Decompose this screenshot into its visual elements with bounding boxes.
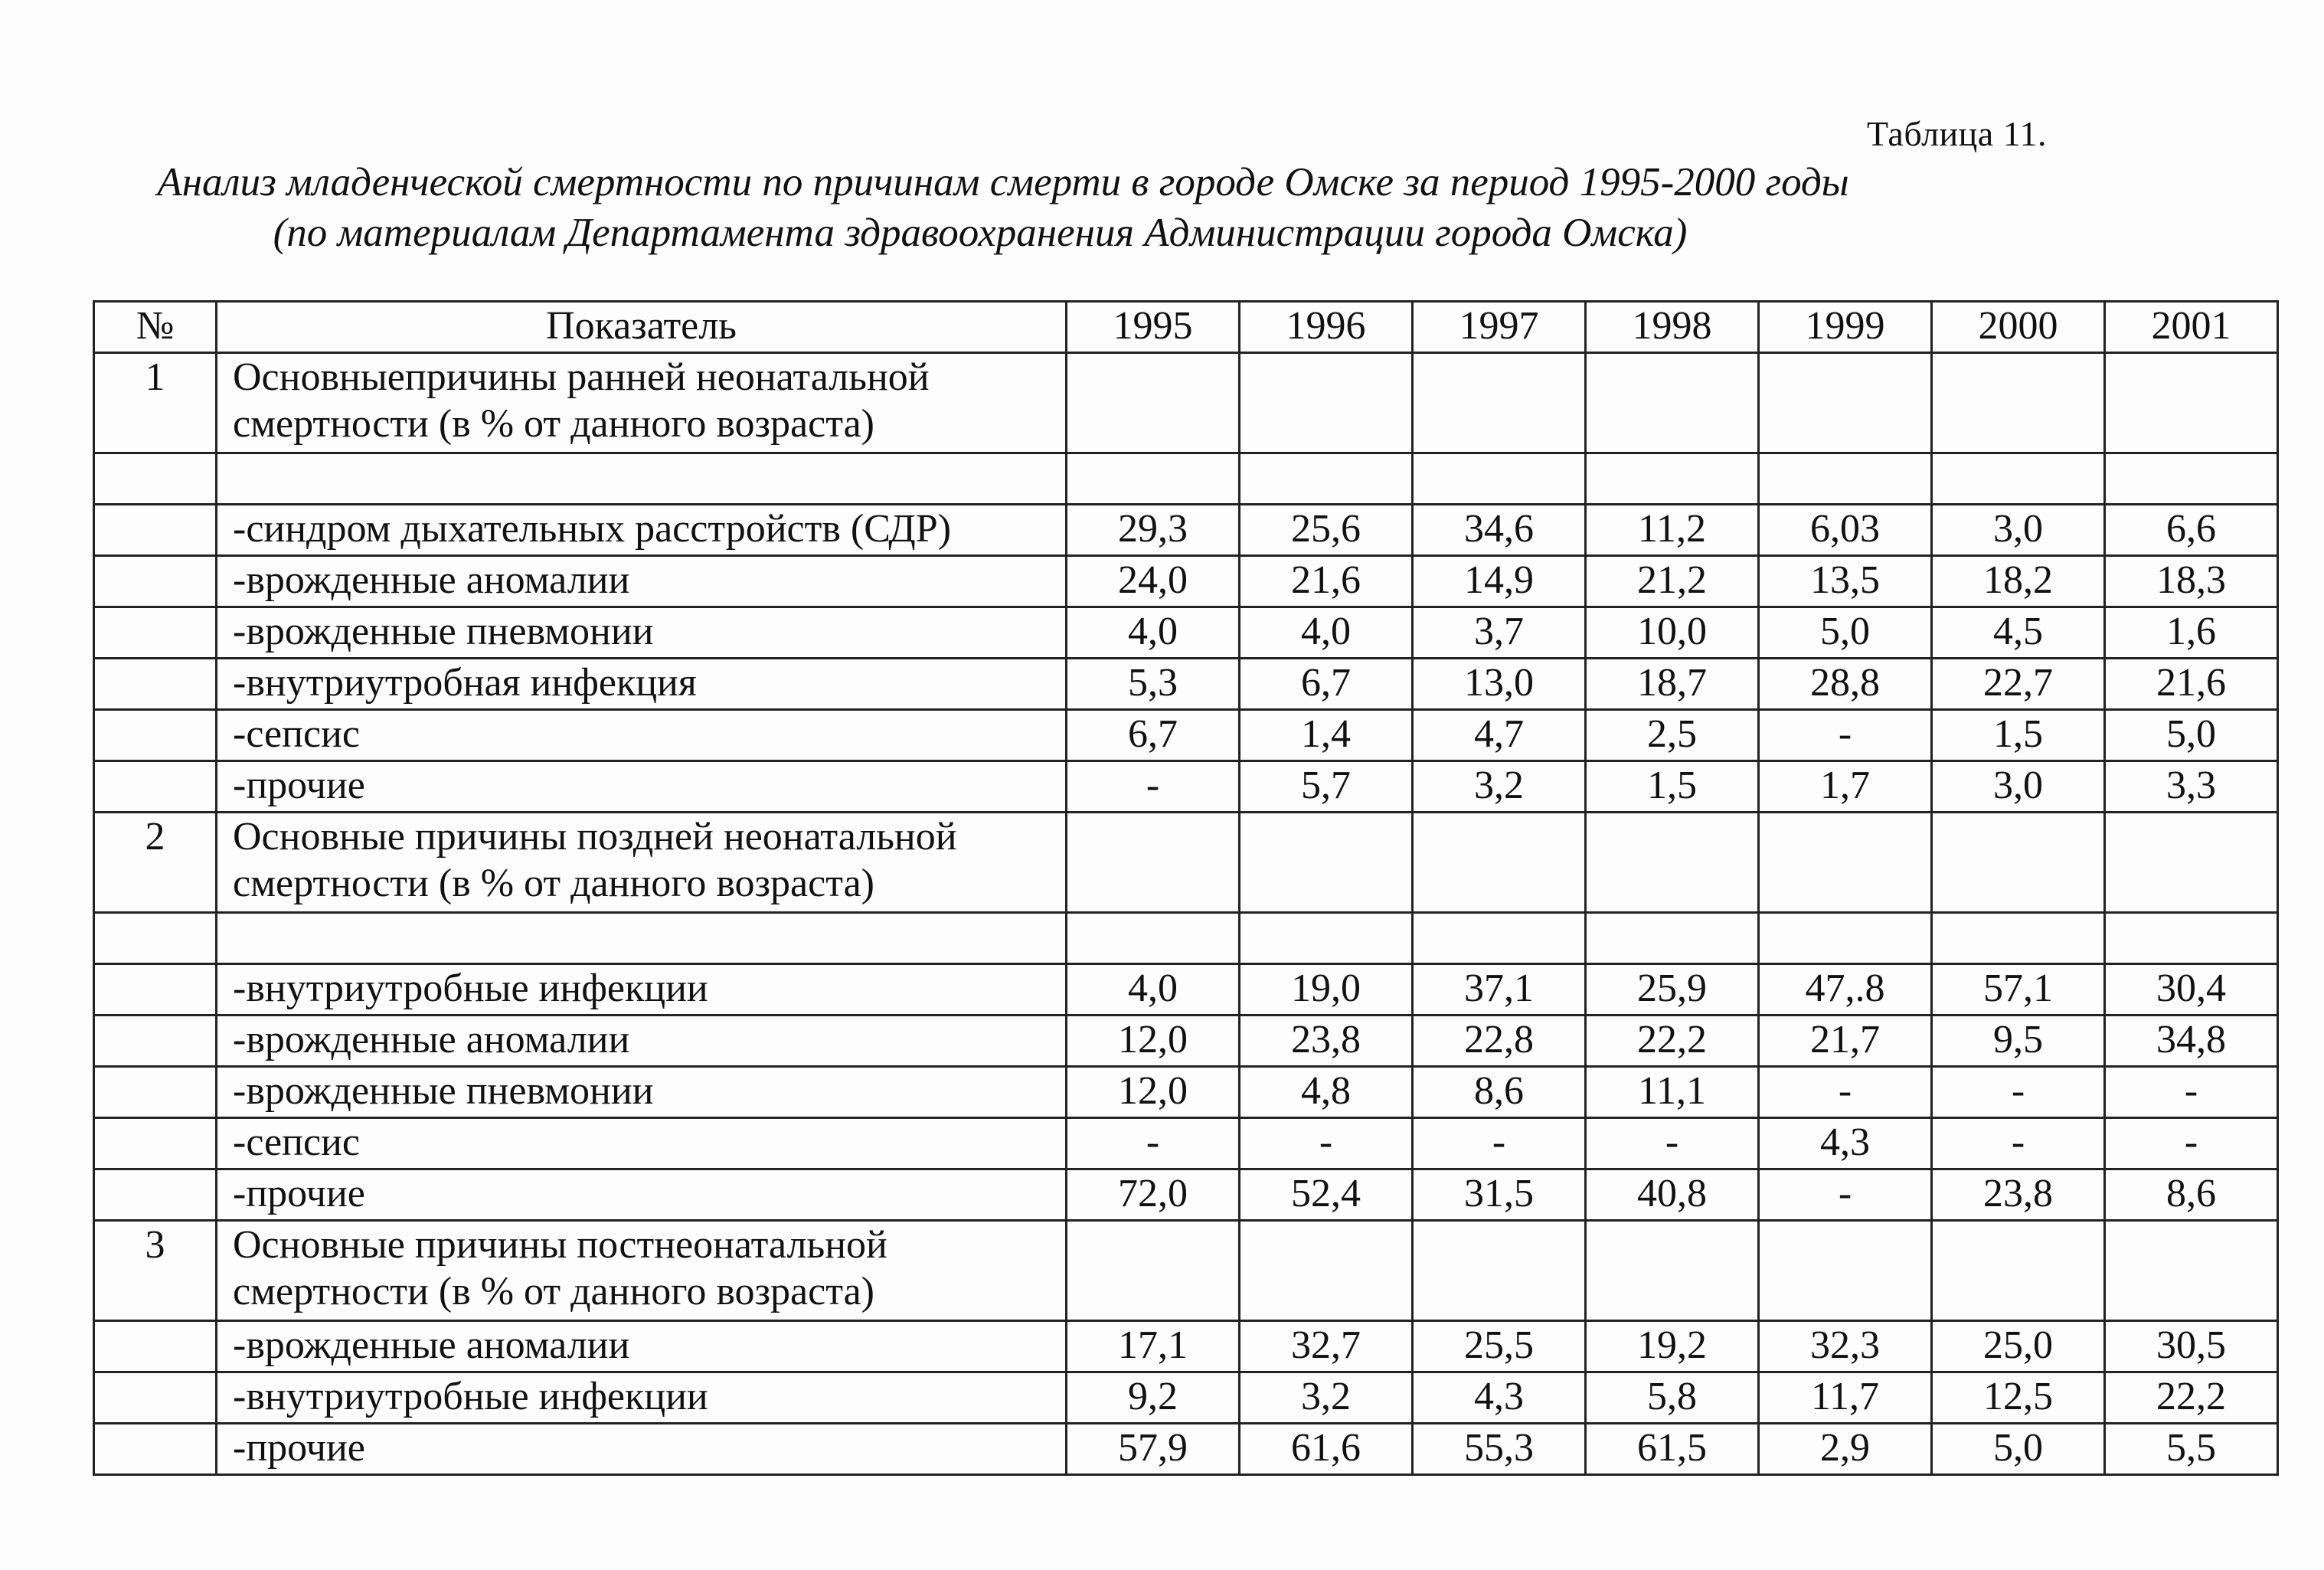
row-label: -внутриутробная инфекция xyxy=(217,659,1067,710)
value-cell: 25,0 xyxy=(1932,1321,2105,1372)
value-cell: 3,3 xyxy=(2105,761,2278,813)
empty-cell xyxy=(94,1016,217,1067)
value-cell: 61,6 xyxy=(1240,1424,1413,1475)
value-cell: 19,2 xyxy=(1586,1321,1759,1372)
value-cell: 5,0 xyxy=(2105,710,2278,761)
empty-cell xyxy=(1586,1221,1759,1321)
section-number: 3 xyxy=(94,1221,217,1321)
value-cell: - xyxy=(1759,710,1932,761)
row-label: -прочие xyxy=(217,1424,1067,1475)
value-cell: 61,5 xyxy=(1586,1424,1759,1475)
empty-cell xyxy=(1932,913,2105,964)
value-cell: 23,8 xyxy=(1240,1016,1413,1067)
table-row xyxy=(94,505,2278,556)
value-cell: - xyxy=(1932,1067,2105,1118)
value-cell: 3,2 xyxy=(1413,761,1586,813)
value-cell: 11,7 xyxy=(1759,1372,1932,1424)
value-cell: 1,4 xyxy=(1240,710,1413,761)
spacer-row xyxy=(94,913,2278,964)
value-cell: 4,5 xyxy=(1932,607,2105,659)
table-row xyxy=(94,1424,2278,1475)
value-cell: 18,3 xyxy=(2105,556,2278,607)
empty-cell xyxy=(94,505,217,556)
empty-cell xyxy=(1586,453,1759,505)
value-cell: 1,5 xyxy=(1932,710,2105,761)
empty-cell xyxy=(217,913,1067,964)
table-row xyxy=(94,607,2278,659)
value-cell: 12,5 xyxy=(1932,1372,2105,1424)
empty-cell xyxy=(94,913,217,964)
row-label: -синдром дыхательных расстройств (СДР) xyxy=(217,505,1067,556)
table-number: Таблица 11. xyxy=(1866,114,2047,153)
value-cell: 9,5 xyxy=(1932,1016,2105,1067)
table-row xyxy=(94,1321,2278,1372)
value-cell: 21,6 xyxy=(2105,659,2278,710)
value-cell: 34,8 xyxy=(2105,1016,2278,1067)
empty-cell xyxy=(1759,1221,1932,1321)
section-title-line: смертности (в % от данного возраста) xyxy=(233,862,874,905)
empty-cell xyxy=(94,453,217,505)
value-cell: 11,2 xyxy=(1586,505,1759,556)
empty-cell xyxy=(94,1424,217,1475)
section-row xyxy=(94,813,2278,913)
value-cell: 1,5 xyxy=(1586,761,1759,813)
empty-cell xyxy=(2105,453,2278,505)
value-cell: 47,.8 xyxy=(1759,964,1932,1016)
empty-cell xyxy=(1932,813,2105,913)
value-cell: 25,9 xyxy=(1586,964,1759,1016)
value-cell: 22,8 xyxy=(1413,1016,1586,1067)
section-row xyxy=(94,353,2278,453)
header-year: 2000 xyxy=(1932,302,2105,353)
value-cell: 21,6 xyxy=(1240,556,1413,607)
row-label: -врожденные аномалии xyxy=(217,1321,1067,1372)
empty-cell xyxy=(1067,813,1240,913)
value-cell: 14,9 xyxy=(1413,556,1586,607)
row-label: -сепсис xyxy=(217,710,1067,761)
value-cell: 19,0 xyxy=(1240,964,1413,1016)
section-title-line: Основные причины постнеонатальной xyxy=(233,1223,887,1267)
value-cell: - xyxy=(1759,1067,1932,1118)
empty-cell xyxy=(94,1067,217,1118)
row-label: -врожденные аномалии xyxy=(217,1016,1067,1067)
empty-cell xyxy=(1067,913,1240,964)
value-cell: 5,5 xyxy=(2105,1424,2278,1475)
section-title-line: смертности (в % от данного возраста) xyxy=(233,402,874,446)
value-cell: 1,7 xyxy=(1759,761,1932,813)
value-cell: 4,3 xyxy=(1413,1372,1586,1424)
mortality-table xyxy=(93,300,2279,1476)
value-cell: 17,1 xyxy=(1067,1321,1240,1372)
value-cell: 5,0 xyxy=(1932,1424,2105,1475)
value-cell: 18,2 xyxy=(1932,556,2105,607)
value-cell: 4,0 xyxy=(1240,607,1413,659)
empty-cell xyxy=(94,1321,217,1372)
value-cell: 55,3 xyxy=(1413,1424,1586,1475)
section-title xyxy=(217,353,1067,453)
empty-cell xyxy=(1932,353,2105,453)
value-cell: - xyxy=(2105,1067,2278,1118)
empty-cell xyxy=(94,1169,217,1221)
empty-cell xyxy=(94,1118,217,1169)
empty-cell xyxy=(94,556,217,607)
value-cell: 6,7 xyxy=(1067,710,1240,761)
empty-cell xyxy=(1240,453,1413,505)
value-cell: 22,2 xyxy=(2105,1372,2278,1424)
table-row xyxy=(94,964,2278,1016)
table-row xyxy=(94,1169,2278,1221)
row-label: -врожденные пневмонии xyxy=(217,1067,1067,1118)
empty-cell xyxy=(94,710,217,761)
table-row xyxy=(94,1372,2278,1424)
value-cell: - xyxy=(1759,1169,1932,1221)
value-cell: 3,2 xyxy=(1240,1372,1413,1424)
header-year: 1998 xyxy=(1586,302,1759,353)
value-cell: 1,6 xyxy=(2105,607,2278,659)
empty-cell xyxy=(1067,353,1240,453)
value-cell: 25,6 xyxy=(1240,505,1413,556)
value-cell: 3,0 xyxy=(1932,505,2105,556)
value-cell: 8,6 xyxy=(1413,1067,1586,1118)
value-cell: 6,03 xyxy=(1759,505,1932,556)
row-label: -внутриутробные инфекции xyxy=(217,964,1067,1016)
empty-cell xyxy=(94,659,217,710)
value-cell: - xyxy=(1413,1118,1586,1169)
value-cell: - xyxy=(1067,761,1240,813)
spacer-row xyxy=(94,453,2278,505)
empty-cell xyxy=(94,761,217,813)
section-title-line: Основныепричины ранней неонатальной xyxy=(233,355,930,399)
empty-cell xyxy=(1413,453,1586,505)
table-caption-line1: Анализ младенческой смертности по причинам смерти в городе Омске за период 1995-2000 годы xyxy=(157,160,1849,204)
value-cell: 5,0 xyxy=(1759,607,1932,659)
value-cell: 4,3 xyxy=(1759,1118,1932,1169)
value-cell: 13,5 xyxy=(1759,556,1932,607)
value-cell: 5,8 xyxy=(1586,1372,1759,1424)
empty-cell xyxy=(1586,353,1759,453)
value-cell: 5,7 xyxy=(1240,761,1413,813)
row-label: -внутриутробные инфекции xyxy=(217,1372,1067,1424)
empty-cell xyxy=(217,453,1067,505)
value-cell: 22,7 xyxy=(1932,659,2105,710)
empty-cell xyxy=(1413,1221,1586,1321)
value-cell: 8,6 xyxy=(2105,1169,2278,1221)
value-cell: 21,7 xyxy=(1759,1016,1932,1067)
empty-cell xyxy=(94,1372,217,1424)
section-title-line: смертности (в % от данного возраста) xyxy=(233,1270,874,1313)
value-cell: 40,8 xyxy=(1586,1169,1759,1221)
value-cell: 3,0 xyxy=(1932,761,2105,813)
value-cell: 9,2 xyxy=(1067,1372,1240,1424)
value-cell: 30,4 xyxy=(2105,964,2278,1016)
value-cell: 3,7 xyxy=(1413,607,1586,659)
header-no: № xyxy=(94,302,217,353)
section-title xyxy=(217,1221,1067,1321)
value-cell: 32,7 xyxy=(1240,1321,1413,1372)
value-cell: 12,0 xyxy=(1067,1016,1240,1067)
empty-cell xyxy=(1586,913,1759,964)
empty-cell xyxy=(1240,1221,1413,1321)
value-cell: 4,0 xyxy=(1067,607,1240,659)
empty-cell xyxy=(1586,813,1759,913)
empty-cell xyxy=(94,964,217,1016)
table-row xyxy=(94,1016,2278,1067)
empty-cell xyxy=(1759,453,1932,505)
empty-cell xyxy=(1759,913,1932,964)
table-row xyxy=(94,710,2278,761)
value-cell: 57,9 xyxy=(1067,1424,1240,1475)
value-cell: 4,0 xyxy=(1067,964,1240,1016)
section-title-line: Основные причины поздней неонатальной xyxy=(233,815,957,859)
row-label: -сепсис xyxy=(217,1118,1067,1169)
value-cell: 10,0 xyxy=(1586,607,1759,659)
value-cell: 6,6 xyxy=(2105,505,2278,556)
empty-cell xyxy=(1759,353,1932,453)
empty-cell xyxy=(1759,813,1932,913)
value-cell: 11,1 xyxy=(1586,1067,1759,1118)
header-year: 1997 xyxy=(1413,302,1586,353)
value-cell: 29,3 xyxy=(1067,505,1240,556)
value-cell: 4,7 xyxy=(1413,710,1586,761)
header-year: 2001 xyxy=(2105,302,2278,353)
header-year: 1996 xyxy=(1240,302,1413,353)
value-cell: 6,7 xyxy=(1240,659,1413,710)
value-cell: 52,4 xyxy=(1240,1169,1413,1221)
value-cell: - xyxy=(1932,1118,2105,1169)
value-cell: 12,0 xyxy=(1067,1067,1240,1118)
header-year: 1995 xyxy=(1067,302,1240,353)
value-cell: 5,3 xyxy=(1067,659,1240,710)
value-cell: 28,8 xyxy=(1759,659,1932,710)
empty-cell xyxy=(1932,453,2105,505)
value-cell: 24,0 xyxy=(1067,556,1240,607)
value-cell: - xyxy=(1586,1118,1759,1169)
table-row xyxy=(94,1067,2278,1118)
table-caption-line2: (по материалам Департамента здравоохранения Администрации города Омска) xyxy=(273,211,1688,255)
value-cell: 32,3 xyxy=(1759,1321,1932,1372)
header-year: 1999 xyxy=(1759,302,1932,353)
value-cell: 31,5 xyxy=(1413,1169,1586,1221)
value-cell: 4,8 xyxy=(1240,1067,1413,1118)
row-label: -прочие xyxy=(217,1169,1067,1221)
section-row xyxy=(94,1221,2278,1321)
value-cell: 72,0 xyxy=(1067,1169,1240,1221)
value-cell: 21,2 xyxy=(1586,556,1759,607)
value-cell: - xyxy=(2105,1118,2278,1169)
value-cell: 25,5 xyxy=(1413,1321,1586,1372)
table-row xyxy=(94,1118,2278,1169)
section-number: 2 xyxy=(94,813,217,913)
value-cell: 2,5 xyxy=(1586,710,1759,761)
header-indicator: Показатель xyxy=(217,302,1067,353)
empty-cell xyxy=(1240,913,1413,964)
table-header-row xyxy=(94,302,2278,353)
table-row xyxy=(94,761,2278,813)
value-cell: 34,6 xyxy=(1413,505,1586,556)
value-cell: - xyxy=(1067,1118,1240,1169)
empty-cell xyxy=(2105,813,2278,913)
value-cell: 22,2 xyxy=(1586,1016,1759,1067)
empty-cell xyxy=(1413,913,1586,964)
empty-cell xyxy=(1932,1221,2105,1321)
empty-cell xyxy=(2105,1221,2278,1321)
empty-cell xyxy=(94,607,217,659)
value-cell: 18,7 xyxy=(1586,659,1759,710)
empty-cell xyxy=(1240,353,1413,453)
value-cell: 23,8 xyxy=(1932,1169,2105,1221)
row-label: -врожденные пневмонии xyxy=(217,607,1067,659)
section-title xyxy=(217,813,1067,913)
value-cell: - xyxy=(1240,1118,1413,1169)
section-number: 1 xyxy=(94,353,217,453)
empty-cell xyxy=(2105,353,2278,453)
table-row xyxy=(94,659,2278,710)
value-cell: 37,1 xyxy=(1413,964,1586,1016)
empty-cell xyxy=(1067,453,1240,505)
empty-cell xyxy=(1067,1221,1240,1321)
table-row xyxy=(94,556,2278,607)
empty-cell xyxy=(1413,813,1586,913)
empty-cell xyxy=(1413,353,1586,453)
row-label: -прочие xyxy=(217,761,1067,813)
value-cell: 13,0 xyxy=(1413,659,1586,710)
value-cell: 57,1 xyxy=(1932,964,2105,1016)
value-cell: 2,9 xyxy=(1759,1424,1932,1475)
empty-cell xyxy=(1240,813,1413,913)
value-cell: 30,5 xyxy=(2105,1321,2278,1372)
empty-cell xyxy=(2105,913,2278,964)
row-label: -врожденные аномалии xyxy=(217,556,1067,607)
